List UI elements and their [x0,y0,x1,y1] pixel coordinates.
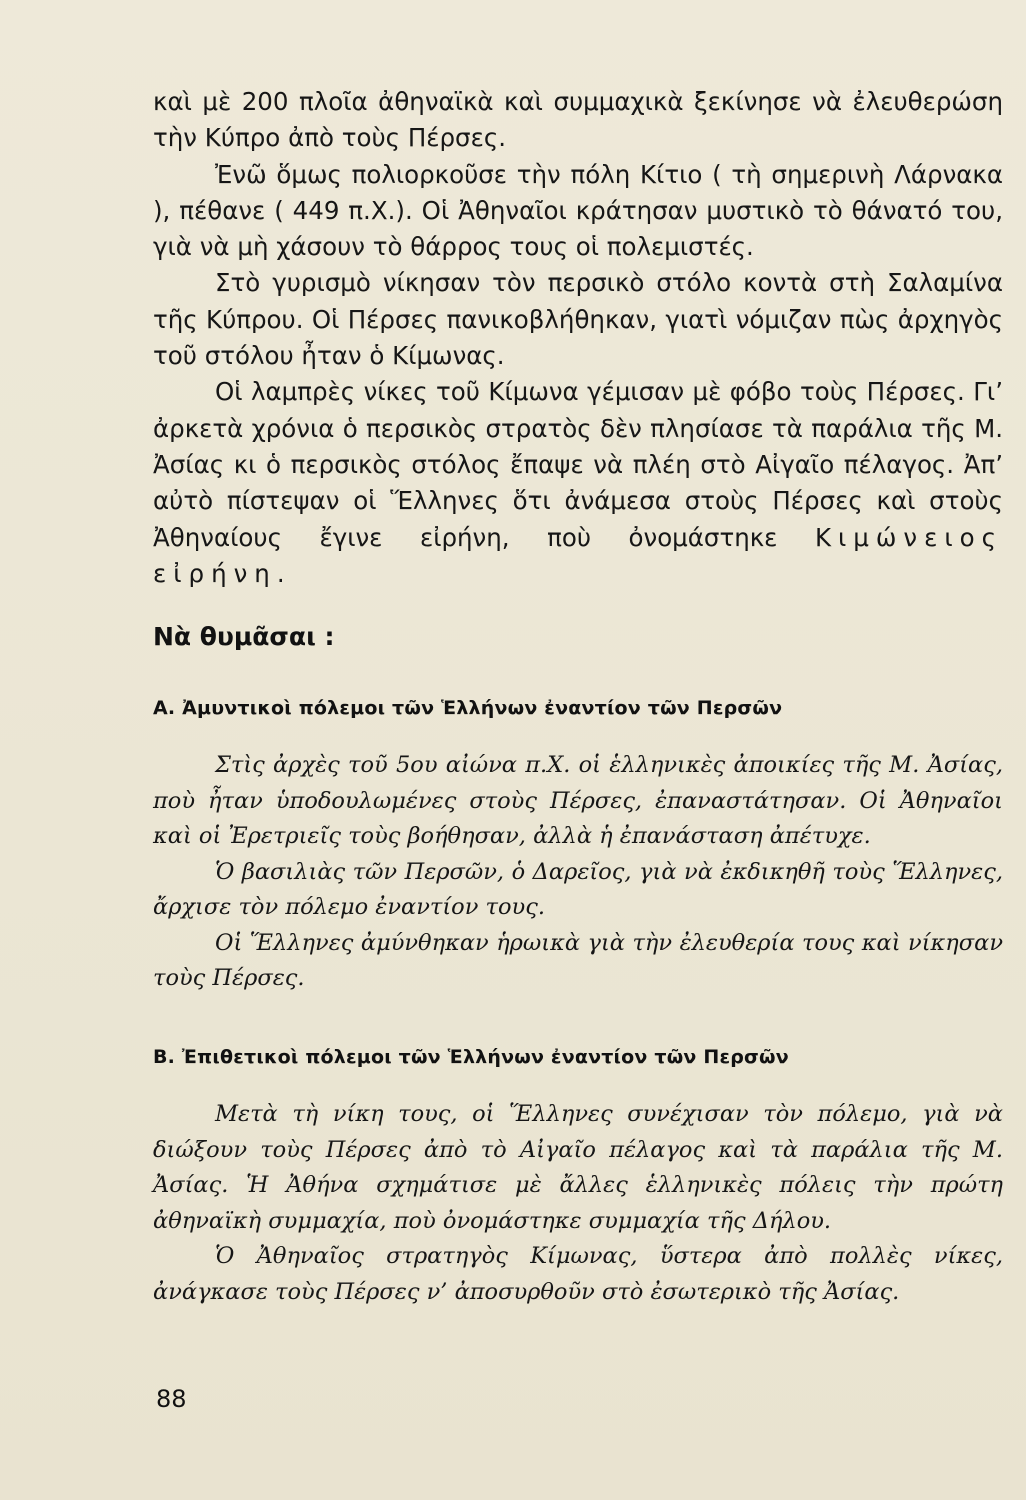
intro-text [153,84,1003,592]
section-b-body [153,1097,1003,1310]
intro-paragraph-3: Στὸ γυρισμὸ νίκησαν τὸν περσικὸ στόλο κοντὰ στὴ Σαλαμίνα τῆς Κύπρου. Οἱ Πέρσες πανικοβλήθηκαν, γιατὶ νόμιζαν πὼς ἀρχηγὸς τοῦ στόλου ἦταν ὁ Κίμωνας. [153,268,1003,371]
section-a-body [153,748,1003,997]
intro-paragraph-4 [153,374,1003,592]
section-a-heading: Α. Ἀμυντικοὶ πόλεμοι τῶν Ἑλλήνων ἐναντίον τῶν Περσῶν [153,697,783,719]
section-a-paragraph: Οἱ Ἕλληνες ἀμύνθηκαν ἡρωικὰ γιὰ τὴν ἐλευθερία τους καὶ νίκησαν τοὺς Πέρσες. [153,929,1003,991]
section-b [153,1046,1003,1068]
intro-paragraph-4-text: Οἱ λαμπρὲς νίκες τοῦ Κίμωνα γέμισαν μὲ φόβο τοὺς Πέρσες. Γι’ ἀρκετὰ χρόνια ὁ περσικὸς στρατὸς δὲν πλησίασε τὰ παράλια τῆς Μ. Ἀσίας κι ὁ περσικὸς στόλος ἔπαψε νὰ πλέη στὸ Αἰγαῖο πέλαγος. Ἀπ’ αὐτὸ πίστεψαν οἱ Ἕλληνες ὅτι ἀνάμεσα στοὺς Πέρσες καὶ στοὺς Ἀθηναίους ἔγινε εἰρήνη, ποὺ ὀνομάστηκε [153,377,1003,552]
section-b-heading: Β. Ἐπιθετικοὶ πόλεμοι τῶν Ἑλλήνων ἐναντίον τῶν Περσῶν [153,1046,789,1068]
page-number-wrap [156,1385,187,1413]
section-b-paragraph: Μετὰ τὴ νίκη τους, οἱ Ἕλληνες συνέχισαν τὸν πόλεμο, γιὰ νὰ διώξουν τοὺς Πέρσες ἀπὸ τὸ Αἰγαῖο πέλαγος καὶ τὰ παράλια τῆς Μ. Ἀσίας. Ἡ Ἀθήνα σχημάτισε μὲ ἄλλες ἑλληνικὲς πόλεις τὴν πρώτη ἀθηναϊκὴ συμμαχία, ποὺ ὀνομάστηκε συμμαχία τῆς Δήλου. [153,1101,1003,1234]
intro-paragraph-1: καὶ μὲ 200 πλοῖα ἀθηναϊκὰ καὶ συμμαχικὰ ξεκίνησε νὰ ἐλευθερώση τὴν Κύπρο ἀπὸ τοὺς Πέρσες. [153,87,1003,153]
section-a [153,697,1003,719]
kimoneios-eirini: Κιμώνειος εἰρήνη. [153,522,1003,588]
page-number: 88 [156,1385,187,1413]
section-a-paragraph: Στὶς ἀρχὲς τοῦ 5ου αἰώνα π.Χ. οἱ ἑλληνικὲς ἀποικίες τῆς Μ. Ἀσίας, ποὺ ἦταν ὑποδουλωμένες στοὺς Πέρσες, ἐπαναστάτησαν. Οἱ Ἀθηναῖοι καὶ οἱ Ἐρετριεῖς τοὺς βοήθησαν, ἀλλὰ ἡ ἐπανάσταση ἀπέτυχε. [153,752,1003,849]
intro-paragraph-2: Ἐνῶ ὅμως πολιορκοῦσε τὴν πόλη Κίτιο ( τὴ σημερινὴ Λάρνακα ), πέθανε ( 449 π.Χ.). Οἱ Ἀθηναῖοι κράτησαν μυστικὸ τὸ θάνατό του, γιὰ νὰ μὴ χάσουν τὸ θάρρος τους οἱ πολεμιστές. [153,159,1003,262]
section-a-paragraph: Ὁ βασιλιὰς τῶν Περσῶν, ὁ Δαρεῖος, γιὰ νὰ ἐκδικηθῆ τοὺς Ἕλληνες, ἄρχισε τὸν πόλεμο ἐναντίον τους. [153,858,1003,920]
section-b-paragraph: Ὁ Ἀθηναῖος στρατηγὸς Κίμωνας, ὕστερα ἀπὸ πολλὲς νίκες, ἀνάγκασε τοὺς Πέρσες ν’ ἀποσυρθοῦν στὸ ἐσωτερικὸ τῆς Ἀσίας. [153,1243,1003,1305]
remember-title: Νὰ θυμᾶσαι : [153,622,335,651]
remember-block [153,622,1003,651]
